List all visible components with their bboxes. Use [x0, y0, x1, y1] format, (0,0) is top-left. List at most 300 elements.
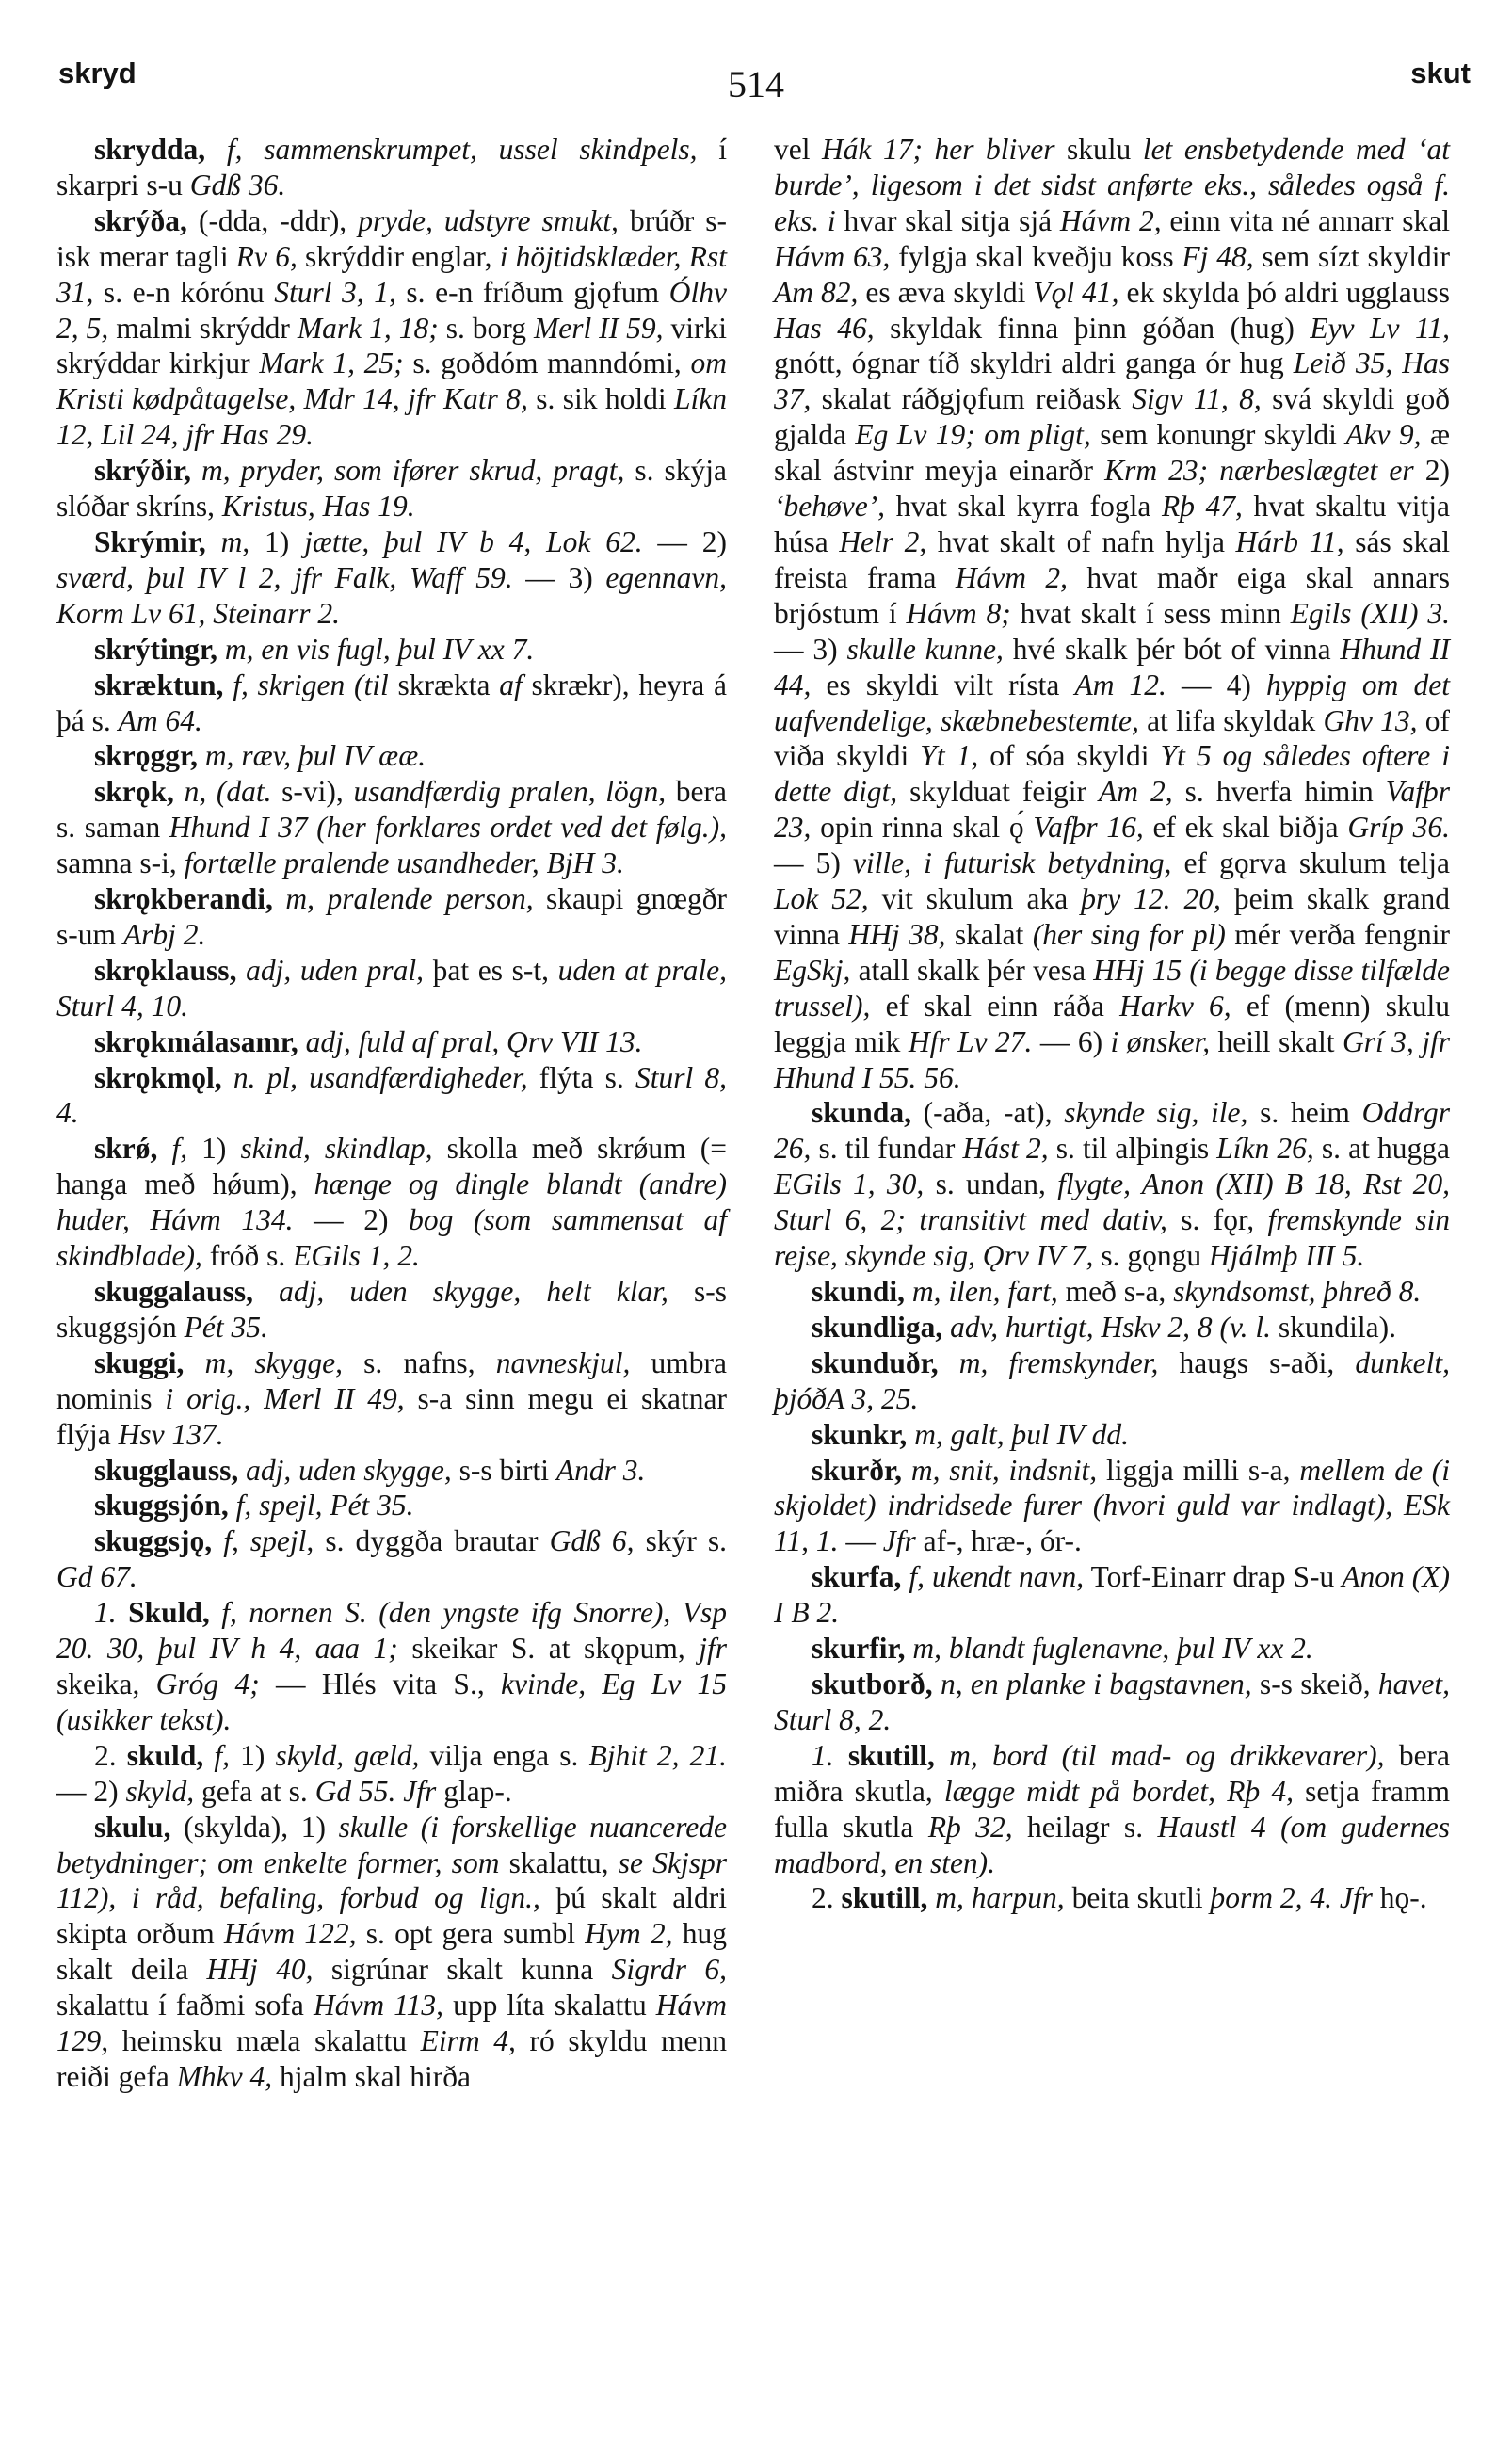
- gloss-text: Bjhit 2, 21.: [588, 1738, 728, 1772]
- entry-text: 1): [230, 1738, 276, 1772]
- gloss-text: sværd, þul IV l 2, jfr Falk, Waff 59.: [56, 560, 513, 594]
- entry-text: flýta s.: [527, 1060, 635, 1094]
- entry-text: s. e-n fríðum gjǫfum: [395, 275, 669, 309]
- dictionary-entry: [56, 1488, 727, 1523]
- gloss-text: Am 64.: [118, 703, 202, 737]
- dictionary-entry: [56, 774, 727, 881]
- entry-text: skrýddir englar,: [297, 239, 500, 273]
- entry-text: 1): [187, 1132, 241, 1166]
- gloss-text: skulle kunne,: [846, 632, 1004, 666]
- gloss-text: Hávm 63,: [774, 239, 891, 273]
- headword: skutill,: [847, 1738, 935, 1772]
- gloss-text: f, spejl, Pét 35.: [235, 1489, 414, 1523]
- entry-text: [273, 882, 285, 915]
- gloss-text: usandfærdig pralen, lögn,: [353, 775, 667, 809]
- entry-text: [902, 1454, 911, 1487]
- headword: skuld,: [126, 1738, 204, 1772]
- gloss-text: Gd 67.: [56, 1560, 137, 1594]
- dictionary-entry: [774, 1559, 1450, 1631]
- gloss-text: f, nornen S. (den yngste ifg Snorre), Vsp 20. 30, þul IV h 4, aaa 1;: [56, 1596, 728, 1666]
- entry-text: malmi skrýddr: [108, 311, 298, 345]
- entry-text: ek skylda þó aldri ugglauss: [1118, 275, 1450, 309]
- entry-text: fylgja skal kveðju koss: [890, 239, 1182, 273]
- gloss-text: Harkv 6,: [1119, 989, 1231, 1023]
- entry-text: hvat skalt í sess minn: [1010, 596, 1291, 630]
- gloss-text: i ønsker,: [1110, 1024, 1211, 1058]
- entry-text: samna s-i,: [56, 846, 185, 880]
- entry-text: bera miðra skutla,: [774, 1738, 1451, 1808]
- entry-text: sás skal freista frama: [774, 524, 1450, 594]
- gloss-text: Am 12.: [1074, 668, 1166, 701]
- gloss-text: Hjálmþ III 5.: [1208, 1239, 1365, 1273]
- entry-text: einn vita né annarr skal: [1161, 203, 1450, 237]
- gloss-text: Sturl 8, 4.: [56, 1060, 728, 1130]
- entry-text: [222, 1061, 233, 1094]
- entry-text: hvat skaltu vitja húsa: [774, 490, 1450, 558]
- gloss-text: dunkelt, þjóðA 3, 25.: [774, 1345, 1450, 1415]
- entry-text: [253, 1275, 279, 1308]
- entry-text: skalat: [945, 917, 1033, 951]
- entry-text: s-a sinn megu ei skatnar flýja: [56, 1381, 728, 1451]
- entry-text: virki skrýddar kirkjur: [56, 311, 727, 380]
- entry-text: [210, 1596, 221, 1629]
- entry-text: ef ek skal biðja: [1143, 811, 1348, 845]
- entry-text: s. dyggða brautar: [314, 1524, 550, 1558]
- gloss-text: Leið 35, Has 37,: [774, 346, 1450, 416]
- entry-text: [298, 1025, 306, 1058]
- entry-text: s. at hugga: [1313, 1132, 1450, 1166]
- dictionary-entry: [56, 1024, 727, 1060]
- entry-text: — 5): [774, 846, 853, 880]
- entry-text: opin rinna skal ǫ́: [811, 811, 1034, 845]
- gloss-text: EGils 1, 30,: [774, 1168, 925, 1201]
- entry-text: es skyldi vilt rísta: [811, 668, 1075, 701]
- headword: skrǫkberandi,: [94, 882, 273, 916]
- gloss-text: m, fremskynder,: [958, 1345, 1159, 1379]
- gloss-text: Gdß 36.: [189, 168, 286, 201]
- entry-text: setja framm fulla skutla: [774, 1774, 1450, 1844]
- headword: skrýðir,: [94, 454, 191, 488]
- gloss-text: þorm 2, 4. Jfr: [1210, 1881, 1373, 1915]
- entry-text: s. heim: [1247, 1096, 1362, 1130]
- gloss-text: f,: [214, 1738, 230, 1772]
- dictionary-entry: [56, 1738, 727, 1810]
- gloss-text: 1.: [812, 1738, 848, 1772]
- gloss-text: m, harpun,: [935, 1881, 1065, 1915]
- entry-text: heilagr s.: [1012, 1810, 1158, 1844]
- entry-text: [236, 954, 246, 987]
- gloss-text: Hávm 2,: [1059, 203, 1162, 237]
- entry-text: s-s skuggsjón: [56, 1275, 728, 1344]
- entry-text: 2.: [812, 1881, 842, 1915]
- gloss-text: m, ilen, fart,: [911, 1275, 1058, 1308]
- gloss-text: n. pl, usandfærdigheder,: [233, 1060, 528, 1094]
- gloss-text: hænge og dingle blandt (andre) huder, Hávm 134.: [56, 1168, 728, 1237]
- dictionary-entry: [56, 1131, 727, 1274]
- gloss-text: Gríp 36.: [1347, 811, 1451, 845]
- entry-text: [229, 1489, 236, 1522]
- entry-text: hvar skal sitja sjá: [835, 203, 1060, 237]
- gloss-text: om Kristi kødpåtagelse, Mdr 14, jfr Katr 8,: [56, 346, 727, 416]
- entry-text: [174, 775, 185, 808]
- gloss-text: skyld, gæld,: [275, 1738, 420, 1772]
- gloss-text: Ghv 13,: [1323, 703, 1418, 737]
- gloss-text: Rv 6,: [235, 239, 298, 273]
- gloss-text: Merl II 59,: [533, 311, 664, 345]
- entry-text: ef skal einn ráða: [870, 989, 1120, 1023]
- gloss-text: uden at prale, Sturl 4, 10.: [56, 953, 727, 1023]
- entry-text: skrækta: [388, 668, 500, 701]
- entry-text: [212, 1524, 223, 1557]
- gloss-text: Andr 3.: [555, 1453, 646, 1487]
- entry-text: ró skyldu menn reiði gefa: [56, 2024, 728, 2093]
- entry-text: skalattu,: [499, 1845, 619, 1879]
- headword: skunkr,: [812, 1417, 908, 1451]
- gloss-text: Eirm 4,: [420, 2024, 516, 2058]
- headword: Skuld,: [128, 1596, 210, 1630]
- entry-text: [184, 1346, 204, 1379]
- gloss-text: m, ræv, þul IV ææ.: [204, 739, 426, 773]
- page-number: 514: [728, 63, 784, 105]
- entry-text: beita skutli: [1064, 1881, 1211, 1915]
- gloss-text: Sigv 11, 8,: [1132, 382, 1262, 416]
- gloss-text: Anon (X) I B 2.: [774, 1560, 1451, 1630]
- headword: skrýtingr,: [94, 632, 217, 666]
- entry-text: ef gǫrva skulum telja: [1171, 846, 1450, 880]
- gloss-text: Eyv Lv 11,: [1310, 311, 1450, 345]
- gloss-text: Yt 1,: [920, 739, 979, 773]
- entry-text: (skylda), 1): [170, 1810, 339, 1844]
- dictionary-entry: [774, 1310, 1450, 1345]
- entry-text: — 3): [774, 632, 847, 666]
- gloss-text: Mark 1, 18;: [297, 311, 439, 345]
- gloss-text: Hfr Lv 27.: [908, 1024, 1033, 1058]
- gloss-text: Jfr: [882, 1524, 916, 1558]
- entry-text: liggja milli s-a,: [1097, 1453, 1300, 1487]
- entry-text: s. e-n kórónu: [93, 275, 275, 309]
- gloss-text: skynde sig, ile,: [1064, 1096, 1248, 1130]
- gloss-text: þry 12. 20,: [1081, 882, 1221, 916]
- entry-text: [217, 633, 225, 666]
- gloss-text: Hym 2,: [585, 1917, 673, 1951]
- entry-text: skalat ráðgjǫfum reiðask: [811, 382, 1133, 416]
- gloss-text: m, bord (til mad- og drikkevarer),: [949, 1738, 1385, 1772]
- entry-text: glap-.: [436, 1774, 512, 1808]
- gloss-text: Arbj 2.: [122, 917, 206, 951]
- gloss-text: m, pralende person,: [285, 882, 534, 916]
- running-head-right: skut: [1410, 56, 1471, 89]
- gloss-text: f, spejl,: [223, 1524, 314, 1558]
- gloss-text: i orig., Merl II 49,: [165, 1381, 405, 1415]
- headword: skuggalauss,: [94, 1275, 253, 1308]
- entry-text: fróð s.: [201, 1239, 294, 1273]
- entry-text: [198, 739, 205, 772]
- gloss-text: skulle (i forskellige nuancerede betydninger; om enkelte former, som: [56, 1810, 727, 1879]
- entry-text: s. goðdóm manndómi,: [403, 346, 691, 380]
- entry-text: skeika,: [56, 1667, 156, 1700]
- gloss-text: Líkn 26,: [1216, 1132, 1314, 1166]
- entry-text: þú skalt aldri skipta orðum: [56, 1881, 728, 1951]
- dictionary-entry: [774, 1453, 1450, 1560]
- entry-text: [933, 1668, 941, 1700]
- entry-text: þeim skalk grand vinna: [774, 882, 1450, 951]
- entry-text: (-dda, -ddr),: [186, 203, 359, 237]
- entry-text: hug skalt deila: [56, 1917, 727, 1987]
- gloss-text: Fj 48,: [1182, 239, 1254, 273]
- headword: skurfa,: [812, 1560, 902, 1594]
- headword: skundi,: [812, 1275, 905, 1308]
- gloss-text: f,: [171, 1132, 188, 1166]
- entry-text: hvat skalt of nafn hylja: [926, 524, 1236, 558]
- entry-text: skolla með skrǿum (= hanga með hǿum),: [56, 1132, 727, 1201]
- entry-text: umbra nominis: [56, 1345, 727, 1415]
- right-column: [774, 132, 1450, 1916]
- entry-text: 2): [1413, 454, 1450, 488]
- entry-text: — 2): [642, 524, 727, 558]
- gloss-text: lægge midt på bordet, Rþ 4,: [943, 1774, 1294, 1808]
- gloss-text: Am 82,: [774, 275, 859, 309]
- gloss-text: Hávm 122,: [223, 1917, 357, 1951]
- dictionary-entry: [56, 1523, 727, 1595]
- headword: skrǫkmálasamr,: [94, 1024, 298, 1058]
- gloss-text: hyppig om det uafvendelige, skæbnebestemte,: [774, 668, 1450, 737]
- entry-text: [907, 1418, 914, 1451]
- gloss-text: Yt 5 og således oftere i dette digt,: [774, 739, 1450, 809]
- entry-text: — 2): [56, 1774, 126, 1808]
- entry-text: æ skal ástvinr meyja einarðr: [774, 418, 1450, 488]
- entry-text: í skarpri s-u: [56, 133, 727, 201]
- gloss-text: ville, i futurisk betydning,: [852, 846, 1172, 880]
- entry-text: at lifa skyldak: [1138, 703, 1324, 737]
- entry-text: skundila).: [1270, 1310, 1396, 1344]
- entry-text: skaupi gnœgðr s-um: [56, 882, 727, 951]
- entry-text: sem sízt skyldir: [1253, 239, 1451, 273]
- entry-text: [206, 525, 221, 558]
- gloss-text: adj, fuld af pral, Ǫrv VII 13.: [305, 1024, 643, 1058]
- entry-text: es æva skyldi: [858, 275, 1034, 309]
- entry-text: ef (menn) skulu leggja mik: [774, 989, 1450, 1058]
- gloss-text: af: [499, 668, 523, 701]
- dictionary-entry: [56, 668, 727, 739]
- gloss-text: m, galt, þul IV dd.: [914, 1417, 1129, 1451]
- dictionary-entry: [56, 738, 727, 774]
- dictionary-entry: [56, 1345, 727, 1453]
- gloss-text: Rþ 32,: [927, 1810, 1013, 1844]
- entry-text: s. undan,: [924, 1168, 1058, 1201]
- entry-text: 2.: [94, 1738, 127, 1772]
- headword: skræktun,: [94, 668, 224, 701]
- headword: skrǫkmǫl,: [94, 1060, 222, 1094]
- gloss-text: (her sing for pl): [1032, 917, 1226, 951]
- gloss-text: Rþ 47,: [1161, 490, 1243, 524]
- gloss-text: jætte, þul IV b 4, Lok 62.: [304, 524, 643, 558]
- entry-text: s. til fundar: [811, 1132, 963, 1166]
- gloss-text: fortælle pralende usandheder, BjH 3.: [184, 846, 624, 880]
- gloss-text: Vafþr 16,: [1033, 811, 1144, 845]
- entry-text: s. sik holdi: [527, 382, 674, 416]
- gloss-text: adj, uden skygge, helt klar,: [279, 1275, 668, 1308]
- gloss-text: Hsv 137.: [118, 1417, 224, 1451]
- gloss-text: EgSkj,: [774, 953, 851, 987]
- dictionary-entry: [56, 632, 727, 668]
- headword: skurfir,: [812, 1632, 906, 1666]
- entry-text: [939, 1346, 959, 1379]
- dictionary-entry: [56, 1060, 727, 1132]
- entry-text: — Hlés vita S.,: [259, 1667, 502, 1700]
- entry-text: svá skyldi goð gjalda: [774, 382, 1450, 452]
- headword: skuggsjón,: [94, 1489, 229, 1523]
- entry-text: með s-a,: [1057, 1275, 1174, 1308]
- entry-text: heill skalt: [1210, 1024, 1343, 1058]
- headword: skugglauss,: [94, 1453, 239, 1487]
- gloss-text: adj, uden pral,: [246, 953, 425, 987]
- gloss-text: Mhkv 4,: [176, 2059, 273, 2093]
- headword: skutill,: [841, 1881, 928, 1915]
- gloss-text: adv, hurtigt, Hskv 2, 8 (v. l.: [950, 1310, 1271, 1344]
- entry-text: skylduat feigir: [897, 775, 1100, 809]
- entry-text: — 3): [512, 560, 606, 594]
- dictionary-entry: [56, 453, 727, 524]
- dictionary-entry: [56, 953, 727, 1024]
- gloss-text: let ensbetydende med ‘at burde’, ligesom i det sidst anførte eks., således også f. eks. i: [774, 133, 1451, 237]
- gloss-text: Hhund I 37 (her forklares ordet ved det følg.),: [169, 811, 727, 845]
- entry-text: s. hverfa himin: [1172, 775, 1386, 809]
- gloss-text: Helr 2,: [839, 524, 927, 558]
- gloss-text: m, skygge,: [204, 1345, 343, 1379]
- gloss-text: Sigrdr 6,: [611, 1953, 727, 1987]
- dictionary-entry: [56, 1595, 727, 1738]
- gloss-text: Hárb 11,: [1235, 524, 1344, 558]
- gloss-text: navneskjul,: [495, 1345, 631, 1379]
- gloss-text: pryde, udstyre smukt,: [358, 203, 619, 237]
- gloss-text: Egils (XII) 3.: [1290, 596, 1450, 630]
- gloss-text: Gd 55. Jfr: [314, 1774, 437, 1808]
- gloss-text: f, ukendt navn,: [909, 1560, 1085, 1594]
- entry-text: sem konungr skyldi: [1090, 418, 1346, 452]
- entry-text: s-s birti: [451, 1453, 556, 1487]
- gloss-text: Gdß 6,: [549, 1524, 635, 1558]
- entry-text: hvé skalk þér bót of vinna: [1003, 632, 1341, 666]
- gloss-text: f, skrigen (til: [233, 668, 389, 701]
- gloss-text: 1.: [94, 1596, 129, 1630]
- gloss-text: m, en vis fugl, þul IV xx 7.: [224, 632, 535, 666]
- gloss-text: i höjtidsklæder, Rst 31,: [56, 239, 727, 309]
- gloss-text: Lok 52,: [774, 882, 869, 916]
- entry-text: gefa at s.: [194, 1774, 315, 1808]
- gloss-text: f, sammenskrumpet, ussel skindpels,: [226, 133, 698, 166]
- entry-text: af-, hræ-, ór-.: [915, 1524, 1082, 1558]
- entry-text: hvat maðr eiga skal annars brjóstum í: [774, 560, 1451, 630]
- entry-text: skyldak finna þinn góðan (hug): [874, 311, 1311, 345]
- entry-text: s-vi),: [271, 775, 354, 809]
- headword: skunduðr,: [812, 1345, 939, 1379]
- gloss-text: Akv 9,: [1345, 418, 1422, 452]
- dictionary-entry: [56, 1810, 727, 2095]
- gloss-text: Kristus, Has 19.: [221, 490, 415, 524]
- entry-text: [942, 1311, 950, 1344]
- entry-text: brúðr s-isk merar tagli: [56, 203, 727, 273]
- gloss-text: n, en planke i bagstavnen,: [940, 1667, 1252, 1700]
- headword: skundliga,: [812, 1310, 943, 1344]
- entry-text: [203, 1739, 214, 1772]
- entry-text: þat es s-t,: [424, 953, 558, 987]
- gloss-text: fremskynde sin rejse, skynde sig, Ǫrv IV 7,: [774, 1203, 1450, 1273]
- entry-text: — 4): [1166, 668, 1267, 701]
- headword: skulu,: [94, 1810, 171, 1844]
- dictionary-entry: [774, 1417, 1450, 1453]
- entry-text: skrækr), heyra á þá s.: [56, 668, 728, 737]
- dictionary-entry: [774, 1631, 1450, 1667]
- dictionary-entry: [56, 1274, 727, 1345]
- entry-text: s. skýja slóðar skríns,: [56, 454, 728, 524]
- entry-text: s. til alþingis: [1048, 1132, 1217, 1166]
- entry-text: hvat skal kyrra fogla: [885, 490, 1162, 524]
- entry-text: upp líta skalattu: [443, 1989, 656, 2022]
- entry-text: atall skalk þér vesa: [850, 953, 1094, 987]
- gloss-text: bog (som sammensat af skindblade),: [56, 1203, 727, 1273]
- dictionary-entry: [774, 132, 1450, 1095]
- gloss-text: Líkn 12, Lil 24, jfr Has 29.: [56, 382, 727, 452]
- gloss-text: mellem de (i skjoldet) indridsede furer (hvori guld var indlagt), ESk 11, 1.: [774, 1453, 1451, 1558]
- gloss-text: Oddrgr 26,: [774, 1096, 1451, 1166]
- gloss-text: jfr: [699, 1632, 727, 1666]
- headword: skrýða,: [94, 203, 187, 237]
- gloss-text: Hhund II 44,: [774, 632, 1450, 701]
- entry-text: of sóa skyldi: [978, 739, 1161, 773]
- entry-text: s. opt gera sumbl: [356, 1917, 586, 1951]
- headword: skrǫk,: [94, 775, 174, 809]
- dictionary-entry: [774, 1095, 1450, 1274]
- dictionary-entry: [56, 881, 727, 953]
- gloss-text: Vǫl 41,: [1033, 275, 1119, 309]
- entry-text: sigrúnar skalt kunna: [313, 1953, 612, 1987]
- entry-text: [238, 1454, 246, 1487]
- entry-text: haugs s-aði,: [1158, 1345, 1356, 1379]
- entry-text: 1): [249, 524, 305, 558]
- entry-text: s-s skeið,: [1251, 1667, 1378, 1700]
- entry-text: bera s. saman: [56, 775, 728, 845]
- headword: skrǫggr,: [94, 739, 198, 773]
- gloss-text: Hávm 129,: [56, 1989, 728, 2058]
- gloss-text: Ólhv 2, 5,: [56, 275, 727, 345]
- gloss-text: se Skjspr 112), i råd, befaling, forbud og lign.,: [56, 1845, 728, 1915]
- entry-text: —: [838, 1524, 883, 1558]
- headword: skutborð,: [812, 1667, 933, 1700]
- gloss-text: Krm 23; nærbeslægtet er: [1104, 454, 1414, 488]
- headword: Skrýmir,: [94, 524, 206, 558]
- entry-text: skalattu í faðmi sofa: [56, 1989, 314, 2022]
- gloss-text: Am 2,: [1099, 775, 1173, 809]
- gloss-text: Hávm 113,: [313, 1989, 444, 2022]
- entry-text: Torf-Einarr drap S-u: [1084, 1560, 1343, 1594]
- gloss-text: Hák 17; her bliver: [822, 133, 1055, 166]
- gloss-text: Hávm 2,: [955, 560, 1068, 594]
- gloss-text: ‘behøve’,: [774, 490, 886, 524]
- gloss-text: HHj 38,: [848, 917, 946, 951]
- gloss-text: Has 46,: [774, 311, 875, 345]
- entry-text: s. gǫngu: [1093, 1239, 1209, 1273]
- gloss-text: Haustl 4 (om gudernes madbord, en sten).: [774, 1810, 1451, 1879]
- gloss-text: EGils 1, 2.: [293, 1239, 420, 1273]
- dictionary-entry: [56, 132, 727, 203]
- entry-text: [223, 669, 233, 701]
- gloss-text: m, snit, indsnit,: [910, 1453, 1098, 1487]
- entry-text: s. borg: [438, 311, 534, 345]
- gloss-text: Pét 35.: [184, 1310, 268, 1344]
- entry-text: skeikar S. at skǫpum,: [397, 1632, 700, 1666]
- entry-text: — 2): [293, 1203, 410, 1237]
- running-head-left: skryd: [58, 56, 137, 89]
